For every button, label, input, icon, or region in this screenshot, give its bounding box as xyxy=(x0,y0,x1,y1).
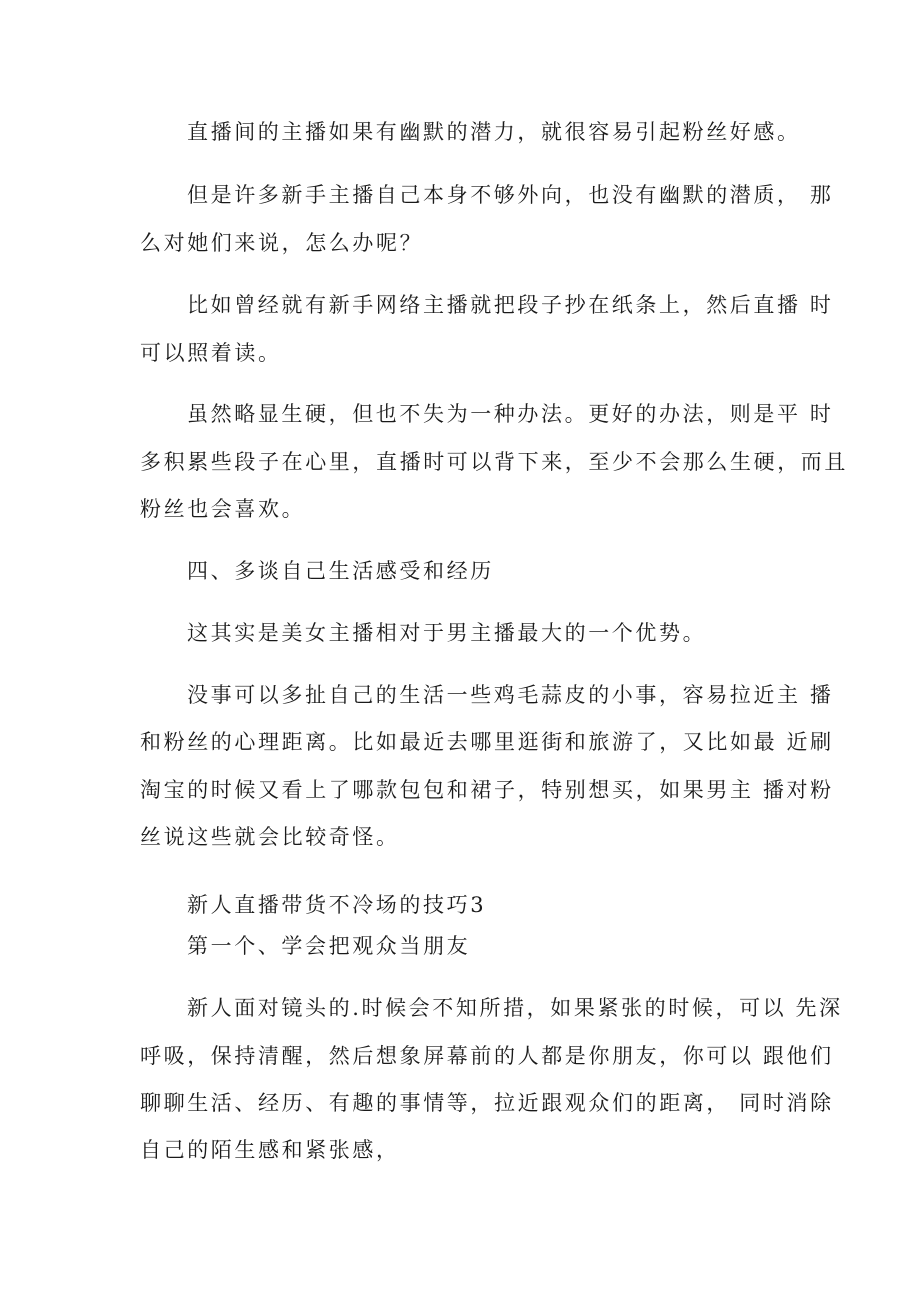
section-heading: 第一个、学会把观众当朋友 xyxy=(187,934,471,958)
paragraph-line: 可以照着读。 xyxy=(140,341,282,365)
paragraph-line: 这其实是美女主播相对于男主播最大的一个优势。 xyxy=(187,621,707,645)
paragraph-line: 呼吸，保持清醒，然后想象屏幕前的人都是你朋友，你可以 跟他们 xyxy=(140,1044,834,1068)
paragraph-line: 粉丝也会喜欢。 xyxy=(140,497,306,521)
paragraph-line: 和粉丝的心理距离。比如最近去哪里逛街和旅游了，又比如最 近刷 xyxy=(140,730,834,754)
paragraph-line: 虽然略显生硬，但也不失为一种办法。更好的办法，则是平 时 xyxy=(187,402,834,426)
paragraph-line: 直播间的主播如果有幽默的潜力，就很容易引起粉丝好感。 xyxy=(187,120,801,144)
section-heading: 四、多谈自己生活感受和经历 xyxy=(187,559,494,583)
paragraph-line: 聊聊生活、经历、有趣的事情等，拉近跟观众们的距离， 同时消除 xyxy=(140,1091,834,1115)
section-title: 新人直播带货不冷场的技巧3 xyxy=(187,893,487,917)
paragraph-line: 丝说这些就会比较奇怪。 xyxy=(140,825,400,849)
paragraph-line: 多积累些段子在心里，直播时可以背下来，至少不会那么生硬，而且 xyxy=(140,450,848,474)
paragraph-line: 但是许多新手主播自己本身不够外向，也没有幽默的潜质， 那 xyxy=(187,183,834,207)
paragraph-line: 么对她们来说，怎么办呢？ xyxy=(140,231,424,255)
paragraph-line: 新人面对镜头的.时候会不知所措，如果紧张的时候，可以 先深 xyxy=(187,996,843,1020)
paragraph-line: 比如曾经就有新手网络主播就把段子抄在纸条上，然后直播 时 xyxy=(187,293,834,317)
paragraph-line: 没事可以多扯自己的生活一些鸡毛蒜皮的小事，容易拉近主 播 xyxy=(187,683,834,707)
paragraph-line: 淘宝的时候又看上了哪款包包和裙子，特别想买，如果男主 播对粉 xyxy=(140,778,834,802)
paragraph-line: 自己的陌生感和紧张感， xyxy=(140,1138,400,1162)
